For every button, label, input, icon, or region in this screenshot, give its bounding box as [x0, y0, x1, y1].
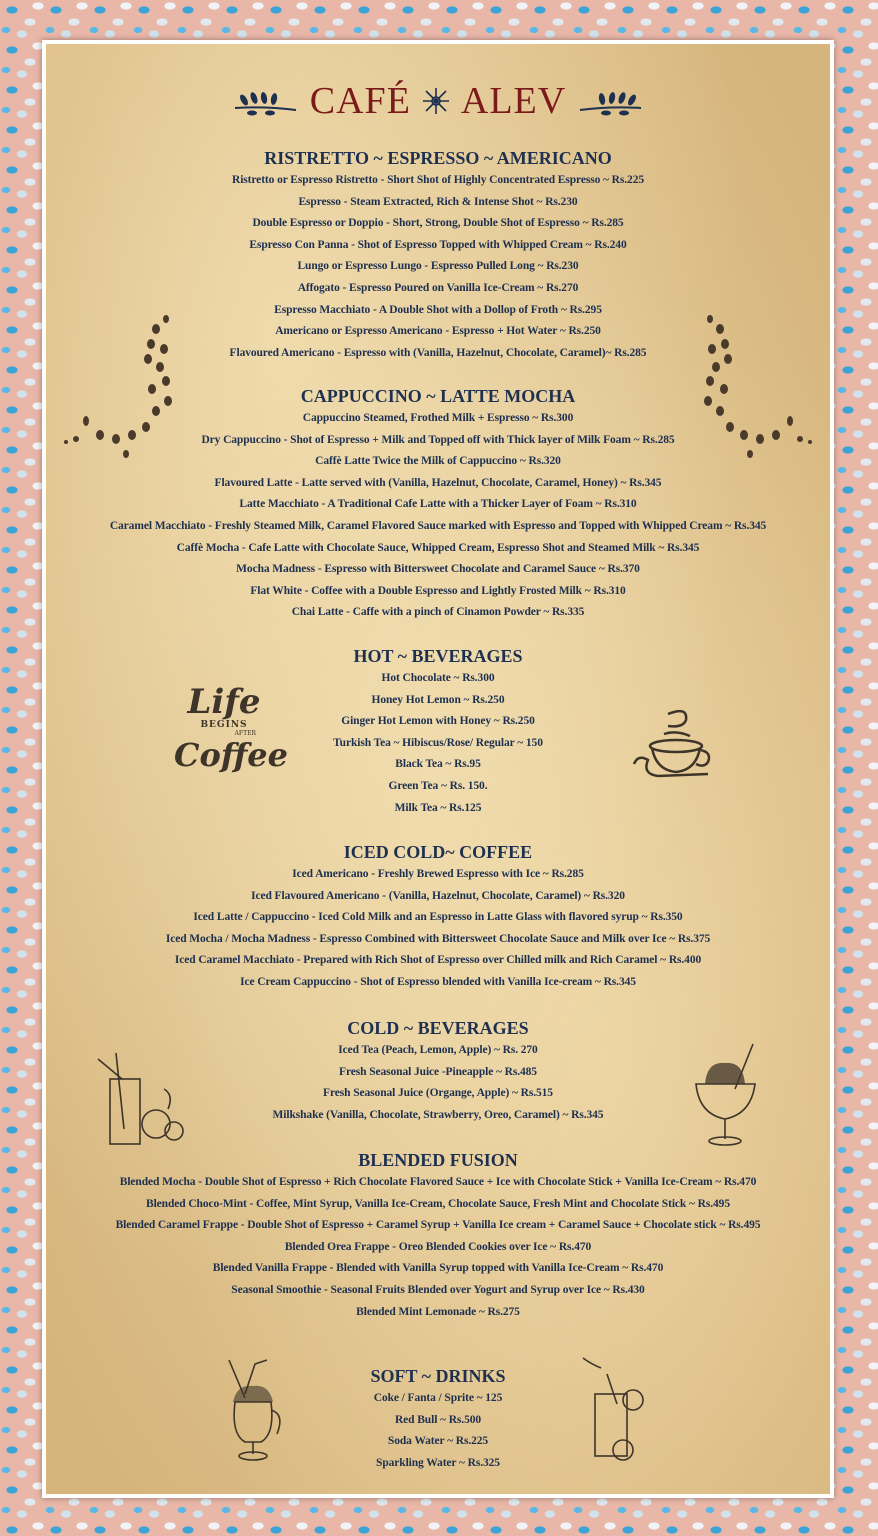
menu-item: Blended Mint Lemonade ~ Rs.275 [356, 1305, 520, 1318]
section-hot-beverages [46, 644, 830, 819]
lettering-life: Life [187, 682, 261, 722]
menu-item: Green Tea ~ Rs. 150. [388, 779, 488, 792]
menu-item: Espresso Macchiato - A Double Shot with a Dollop of Froth ~ Rs.295 [274, 303, 602, 316]
menu-item: Turkish Tea ~ Hibiscus/Rose/ Regular ~ 150 [333, 736, 543, 749]
menu-item: Black Tea ~ Rs.95 [395, 758, 481, 771]
menu-item: Dry Cappuccino - Shot of Espresso + Milk and Topped off with Thick layer of Milk Foam ~ Rs.285 [201, 433, 675, 446]
menu-item: Espresso - Steam Extracted, Rich & Intense Shot ~ Rs.230 [298, 195, 578, 208]
menu-item: Red Bull ~ Rs.500 [394, 1413, 482, 1426]
menu-item: Ristretto or Espresso Ristretto - Short Shot of Highly Concentrated Espresso ~ Rs.225 [231, 174, 644, 186]
title-cafe: CAFÉ [309, 80, 411, 122]
menu-item: Iced Americano - Freshly Brewed Espresso with Ice ~ Rs.285 [292, 868, 584, 880]
cafe-title [46, 76, 830, 126]
menu-item: Blended Vanilla Frappe - Blended with Vanilla Syrup topped with Vanilla Ice-Cream ~ Rs.470 [212, 1262, 664, 1275]
menu-item: Chai Latte - Caffe with a pinch of Cinamon Powder ~ Rs.335 [291, 606, 585, 619]
menu-item: Affogato - Espresso Poured on Vanilla Ice-Cream ~ Rs.270 [297, 281, 579, 294]
menu-item: Flat White - Coffee with a Double Espresso and Lightly Frosted Milk ~ Rs.310 [250, 584, 626, 597]
menu-item: Seasonal Smoothie - Seasonal Fruits Blended over Yogurt and Syrup over Ice ~ Rs.430 [231, 1283, 645, 1296]
menu-frame [42, 40, 834, 1498]
menu-item: Ginger Hot Lemon with Honey ~ Rs.250 [341, 715, 535, 728]
menu-item: Hot Chocolate ~ Rs.300 [381, 672, 495, 684]
menu-item: Latte Macchiato - A Traditional Cafe Latte with a Thicker Layer of Foam ~ Rs.310 [239, 498, 637, 511]
menu-item: Cappuccino Steamed, Frothed Milk + Espresso ~ Rs.300 [302, 412, 574, 424]
leaf-sprig-left-icon [230, 86, 300, 116]
menu-item: Fresh Seasonal Juice (Organge, Apple) ~ Rs.515 [323, 1087, 553, 1100]
menu-item: Coke / Fanta / Sprite ~ 125 [373, 1392, 503, 1404]
section-iced-coffee [46, 840, 830, 994]
menu-item: Fresh Seasonal Juice -Pineapple ~ Rs.485 [339, 1065, 537, 1078]
menu-item: Lungo or Espresso Lungo - Espresso Pulled Long ~ Rs.230 [297, 260, 579, 273]
menu-item: Caffè Mocha - Cafe Latte with Chocolate Sauce, Whipped Cream, Espresso Shot and Steamed Milk ~ Rs.345 [176, 541, 700, 554]
menu-item: Blended Caramel Frappe - Double Shot of Espresso + Caramel Syrup + Vanilla Ice cream + Caramel Sauce + Chocolate stick ~ Rs.495 [115, 1219, 761, 1232]
menu-item: Blended Mocha - Double Shot of Espresso + Rich Chocolate Flavored Sauce + Ice with Chocolate Stick + Vanilla Ice-Cream ~ Rs.470 [119, 1176, 757, 1188]
section-heading: COLD ~ BEVERAGES [347, 1018, 529, 1038]
menu-item: Iced Latte / Cappuccino - Iced Cold Milk and an Espresso in Latte Glass with flavored syrup ~ Rs.350 [193, 911, 683, 924]
section-heading: ICED COLD~ COFFEE [343, 842, 533, 862]
section-heading: SOFT ~ DRINKS [370, 1366, 506, 1386]
menu-item: Honey Hot Lemon ~ Rs.250 [371, 693, 505, 706]
leaf-sprig-right-icon [576, 86, 646, 116]
section-heading: RISTRETTO ~ ESPRESSO ~ AMERICANO [264, 148, 612, 168]
menu-item: Sparkling Water ~ Rs.325 [376, 1456, 500, 1469]
star-flower-icon [421, 86, 451, 116]
section-espresso [46, 146, 830, 364]
menu-item: Soda Water ~ Rs.225 [387, 1435, 489, 1448]
section-soft-drinks [46, 1364, 830, 1474]
menu-item: Mocha Madness - Espresso with Bittersweet Chocolate and Caramel Sauce ~ Rs.370 [236, 563, 640, 576]
menu-item: Iced Mocha / Mocha Madness - Espresso Combined with Bittersweet Chocolate Sauce and Milk over Ice ~ Rs.375 [165, 932, 711, 945]
title-alev: ALEV [460, 80, 567, 122]
section-cold-beverages [46, 1016, 830, 1126]
menu-item: Iced Flavoured Americano - (Vanilla, Hazelnut, Chocolate, Caramel) ~ Rs.320 [251, 889, 625, 902]
menu-paper [46, 44, 830, 1494]
menu-item: Iced Caramel Macchiato - Prepared with Rich Shot of Espresso over Chilled milk and Rich Caramel ~ Rs.400 [174, 954, 702, 967]
menu-item: Caramel Macchiato - Freshly Steamed Milk, Caramel Flavored Sauce marked with Espresso and Topped with Whipped Cream ~ Rs.345 [109, 519, 767, 532]
menu-item: Iced Tea (Peach, Lemon, Apple) ~ Rs. 270 [338, 1044, 538, 1056]
menu-item: Flavoured Americano - Espresso with (Vanilla, Hazelnut, Chocolate, Caramel)~ Rs.285 [229, 346, 647, 359]
menu-item: Ice Cream Cappuccino - Shot of Espresso blended with Vanilla Ice-cream ~ Rs.345 [240, 975, 636, 988]
menu-item: Caffè Latte Twice the Milk of Cappuccino ~ Rs.320 [315, 455, 561, 468]
menu-item: Milkshake (Vanilla, Chocolate, Strawberry, Oreo, Caramel) ~ Rs.345 [272, 1108, 604, 1121]
menu-item: Flavoured Latte - Latte served with (Vanilla, Hazelnut, Chocolate, Caramel, Honey) ~ Rs.345 [214, 476, 662, 489]
menu-item: Espresso Con Panna - Shot of Espresso Topped with Whipped Cream ~ Rs.240 [249, 238, 627, 251]
menu-item: Americano or Espresso Americano - Espresso + Hot Water ~ Rs.250 [275, 325, 601, 338]
section-blended-fusion [46, 1148, 830, 1323]
menu-item: Double Espresso or Doppio - Short, Strong, Double Shot of Espresso ~ Rs.285 [252, 217, 624, 230]
section-heading: HOT ~ BEVERAGES [353, 646, 523, 666]
section-heading: BLENDED FUSION [358, 1150, 518, 1170]
lettering-coffee: Coffee [174, 736, 288, 774]
menu-item: Blended Orea Frappe - Oreo Blended Cookies over Ice ~ Rs.470 [284, 1240, 592, 1253]
menu-item: Milk Tea ~ Rs.125 [394, 801, 482, 814]
menu-item: Blended Choco-Mint - Coffee, Mint Syrup, Vanilla Ice-Cream, Chocolate Sauce, Fresh Mint and Chocolate Stick ~ Rs.495 [146, 1197, 730, 1210]
lettering-after: AFTER [234, 730, 256, 737]
lettering-begins: BEGINS [200, 720, 248, 730]
section-heading: CAPPUCCINO ~ LATTE MOCHA [300, 386, 576, 406]
section-cappuccino [46, 384, 830, 624]
